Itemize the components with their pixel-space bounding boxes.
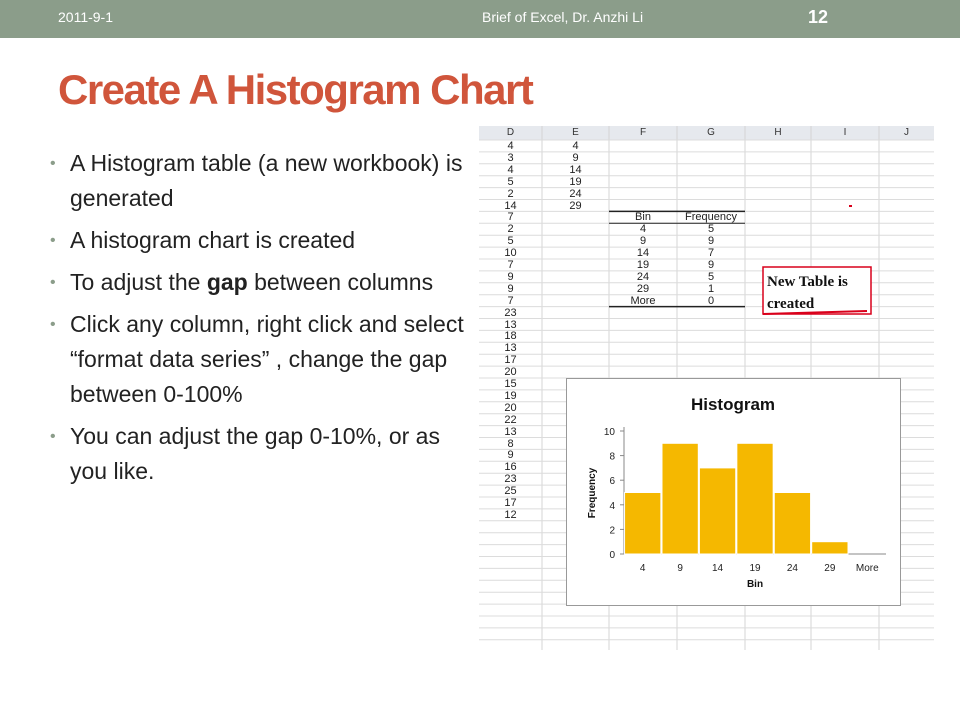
bullet-text: You can adjust the gap 0-10%, or as you like. xyxy=(70,423,440,484)
note-text xyxy=(767,271,848,315)
column-header-i[interactable]: I xyxy=(843,127,847,138)
bin-table-cell[interactable]: 5 xyxy=(707,270,715,283)
x-tick-label: More xyxy=(855,563,879,574)
column-header-h[interactable]: H xyxy=(774,127,782,138)
slide-title: Create A Histogram Chart xyxy=(58,66,533,113)
cell-d[interactable]: 16 xyxy=(504,461,517,474)
cell-d[interactable]: 20 xyxy=(504,366,517,379)
bin-table-cell[interactable]: 1 xyxy=(707,282,715,295)
cell-d[interactable]: 13 xyxy=(504,425,517,438)
cell-d[interactable]: 17 xyxy=(504,497,517,509)
x-tick-label: 29 xyxy=(824,563,836,574)
bullet-item xyxy=(50,419,470,489)
bullet-text: Click any column, right click and select “format data series” , change the gap between 0-100% xyxy=(70,311,464,407)
cell-d[interactable]: 14 xyxy=(504,199,517,212)
bullet-icon: • xyxy=(50,316,56,333)
cell-d[interactable]: 5 xyxy=(507,175,514,188)
cell-d[interactable]: 13 xyxy=(504,318,517,331)
cell-d[interactable]: 2 xyxy=(507,223,514,236)
bullet-item xyxy=(50,265,470,300)
cell-d[interactable]: 7 xyxy=(507,259,514,271)
y-axis-label: Frequency xyxy=(587,467,598,519)
bin-table-cell[interactable]: 9 xyxy=(639,235,647,248)
bullet-icon: • xyxy=(50,274,56,291)
cell-d[interactable]: 2 xyxy=(507,187,514,200)
bin-table-cell[interactable]: 14 xyxy=(636,247,650,260)
bin-table-header[interactable]: Frequency xyxy=(685,211,737,224)
note-line-2: created xyxy=(767,296,815,312)
histogram-chart[interactable] xyxy=(566,378,901,606)
histogram-bar xyxy=(737,443,773,554)
new-table-note xyxy=(761,265,874,317)
y-tick-label: 10 xyxy=(603,427,615,438)
bin-table-cell[interactable]: 9 xyxy=(707,235,715,248)
spreadsheet-screenshot xyxy=(479,126,934,650)
x-tick-label: 14 xyxy=(712,563,724,574)
y-tick-label: 0 xyxy=(609,550,615,561)
bin-table-header[interactable]: Bin xyxy=(635,211,651,224)
histogram-chart-svg xyxy=(567,379,900,605)
cell-d[interactable]: 22 xyxy=(504,413,517,426)
bullet-item xyxy=(50,146,470,216)
slide-header-bar xyxy=(0,0,960,38)
bin-table-cell[interactable]: More xyxy=(630,294,656,307)
bin-table-cell[interactable]: 4 xyxy=(639,223,647,236)
column-header-j[interactable]: J xyxy=(904,127,909,138)
cell-d[interactable]: 25 xyxy=(504,485,517,498)
cell-e[interactable]: 14 xyxy=(569,163,582,176)
x-tick-label: 19 xyxy=(749,563,761,574)
cell-d[interactable]: 9 xyxy=(507,282,514,295)
cell-e[interactable]: 4 xyxy=(572,140,579,152)
bullet-text: A histogram chart is created xyxy=(70,227,356,253)
bullet-list xyxy=(50,146,470,496)
column-header-d[interactable]: D xyxy=(506,127,515,138)
cell-d[interactable]: 9 xyxy=(507,270,514,283)
histogram-bar xyxy=(699,468,735,554)
cell-d[interactable]: 4 xyxy=(507,140,514,152)
cell-d[interactable]: 8 xyxy=(507,437,514,450)
x-tick-label: 24 xyxy=(786,563,798,574)
cell-e[interactable]: 9 xyxy=(572,151,579,164)
cell-d[interactable]: 18 xyxy=(504,330,517,343)
bullet-item xyxy=(50,223,470,258)
y-tick-label: 8 xyxy=(609,451,615,463)
bullet-icon: • xyxy=(50,155,56,172)
bullet-bold-text: gap xyxy=(206,269,248,295)
slide-footer-title: Brief of Excel, Dr. Anzhi Li xyxy=(482,9,644,25)
cell-e[interactable]: 29 xyxy=(569,199,582,212)
histogram-bar xyxy=(774,493,810,555)
bullet-text: between columns xyxy=(247,269,434,295)
slide-date: 2011-9-1 xyxy=(58,9,114,25)
cell-d[interactable]: 23 xyxy=(504,306,517,319)
cell-d[interactable]: 12 xyxy=(504,508,517,521)
bullet-text: A Histogram table (a new workbook) is generated xyxy=(70,150,463,211)
bullet-item xyxy=(50,307,470,412)
cell-d[interactable]: 3 xyxy=(507,151,514,164)
column-header-f[interactable]: F xyxy=(639,127,647,138)
x-tick-label: 4 xyxy=(639,563,646,574)
bin-table-cell[interactable]: 5 xyxy=(707,223,715,236)
bin-table-cell[interactable]: 24 xyxy=(636,270,650,283)
cell-d[interactable]: 9 xyxy=(507,449,514,462)
bin-table-cell[interactable]: 29 xyxy=(636,282,650,295)
cell-d[interactable]: 13 xyxy=(504,342,517,355)
column-header-g[interactable]: G xyxy=(707,127,715,138)
note-line-1: New Table is xyxy=(767,274,848,290)
cell-e[interactable]: 24 xyxy=(569,187,582,200)
cell-d[interactable]: 5 xyxy=(507,235,514,248)
bin-table-cell[interactable]: 0 xyxy=(707,294,715,307)
histogram-bar xyxy=(625,493,661,555)
histogram-bar xyxy=(812,542,848,554)
bullet-text: To adjust the xyxy=(70,269,207,295)
cell-d[interactable]: 7 xyxy=(507,294,514,307)
bullet-icon: • xyxy=(50,428,56,445)
histogram-bar xyxy=(662,443,698,554)
chart-title: Histogram xyxy=(690,395,776,414)
column-header-e[interactable]: E xyxy=(572,127,579,138)
x-tick-label: 9 xyxy=(677,563,683,574)
cell-d[interactable]: 4 xyxy=(507,163,514,176)
cell-d[interactable]: 20 xyxy=(504,401,517,414)
cell-d[interactable]: 10 xyxy=(504,247,517,260)
cell-d[interactable]: 17 xyxy=(504,354,517,367)
cell-d[interactable]: 7 xyxy=(507,211,514,224)
red-dot-mark xyxy=(849,205,852,207)
y-tick-label: 6 xyxy=(609,476,615,488)
cell-d[interactable]: 19 xyxy=(504,389,517,402)
slide-number: 12 xyxy=(808,7,829,27)
cell-d[interactable]: 15 xyxy=(504,378,517,390)
y-tick-label: 4 xyxy=(609,500,615,512)
y-tick-label: 2 xyxy=(609,525,615,537)
x-axis-label: Bin xyxy=(746,579,764,590)
cell-e[interactable]: 19 xyxy=(569,175,582,188)
bullet-icon: • xyxy=(50,232,56,249)
bin-table-cell[interactable]: 7 xyxy=(707,247,715,260)
bin-table-cell[interactable]: 9 xyxy=(707,259,715,271)
cell-d[interactable]: 23 xyxy=(504,473,517,486)
bin-table-cell[interactable]: 19 xyxy=(636,259,650,271)
